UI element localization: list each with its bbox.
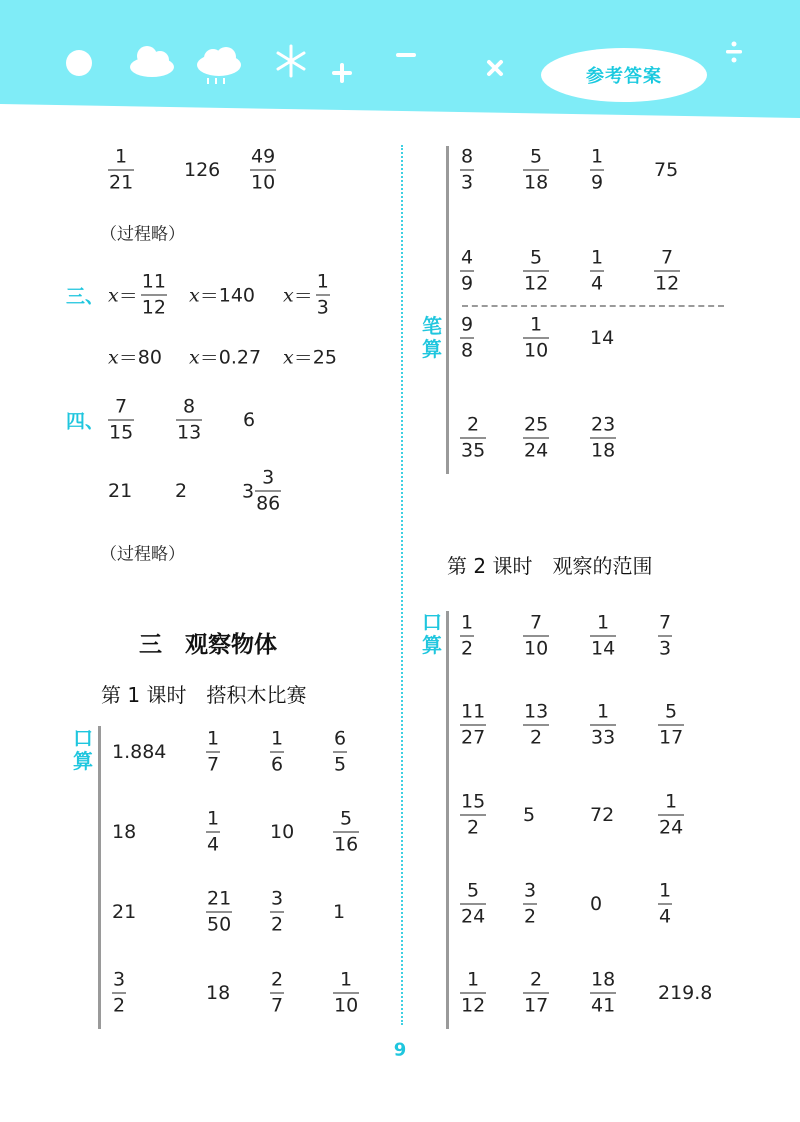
answer-value: 25 (312, 346, 337, 368)
fraction-numerator: 4 (461, 246, 474, 269)
fraction-denominator: 12 (655, 272, 680, 295)
fraction-numerator: 5 (340, 807, 353, 830)
dashed-separator (462, 305, 724, 307)
equals-sign: ＝ (199, 347, 219, 370)
answer-fraction (523, 880, 537, 929)
rain-cloud-icon (197, 47, 241, 84)
answer-value: 14 (590, 327, 615, 349)
answer-fraction (333, 808, 359, 857)
fraction-numerator: 3 (262, 466, 275, 489)
fraction-denominator: 17 (659, 726, 684, 749)
answer-fraction (270, 969, 284, 1018)
answer-value: 6 (243, 409, 256, 431)
fraction-denominator: 9 (461, 272, 474, 295)
fraction-denominator: 15 (109, 421, 134, 444)
mixed-whole: 3 (242, 480, 255, 502)
fraction-bar (523, 904, 537, 905)
answer-value: 18 (206, 982, 231, 1004)
equation-answer (283, 271, 330, 320)
answer-value: 140 (218, 284, 255, 306)
fraction-denominator: 18 (524, 171, 549, 194)
answer-fraction (523, 969, 549, 1018)
fraction-bar (590, 993, 616, 994)
answer-fraction (460, 247, 474, 296)
snowflake-icon (278, 46, 304, 76)
fraction-denominator: 3 (461, 171, 474, 194)
equals-sign: ＝ (293, 347, 313, 370)
fraction-bar (206, 832, 220, 833)
answer-fraction (523, 612, 549, 661)
process-omitted-note: （过程略） (100, 224, 185, 245)
lesson-title: 第 1 课时 搭积木比赛 (101, 683, 307, 707)
fraction-bar (658, 815, 684, 816)
fraction-numerator: 7 (659, 611, 672, 634)
answer-fraction (206, 728, 220, 777)
fraction-denominator: 10 (251, 171, 276, 194)
answer-value: 0 (590, 893, 603, 915)
fraction-denominator: 4 (659, 905, 672, 928)
fraction-numerator: 1 (207, 727, 220, 750)
fraction-denominator: 86 (256, 492, 281, 515)
answer-mixed-number (242, 467, 281, 516)
fraction-bar (460, 815, 486, 816)
answer-value: 72 (590, 804, 615, 826)
fraction-numerator: 1 (530, 313, 543, 336)
fraction-bar (523, 438, 549, 439)
fraction-denominator: 16 (334, 833, 359, 856)
answer-fraction (206, 888, 232, 937)
fraction-numerator: 13 (524, 700, 549, 723)
fraction-denominator: 2 (113, 994, 126, 1017)
section-bar (446, 146, 449, 474)
fraction-denominator: 3 (659, 637, 672, 660)
fraction-denominator: 18 (591, 439, 616, 462)
sun-icon (66, 50, 92, 76)
fraction-numerator: 3 (271, 887, 284, 910)
fraction-numerator: 1 (659, 879, 672, 902)
fraction-bar (460, 271, 474, 272)
fraction-bar (460, 170, 474, 171)
fraction-numerator: 1 (316, 270, 329, 293)
fraction-denominator: 24 (524, 439, 549, 462)
fraction-denominator: 21 (109, 171, 134, 194)
fraction-denominator: 2 (467, 816, 480, 839)
fraction-bar (270, 912, 284, 913)
answer-fraction (590, 701, 616, 750)
fraction-denominator: 10 (524, 339, 549, 362)
answer-value: 18 (112, 821, 137, 843)
fraction-numerator: 23 (591, 413, 616, 436)
fraction-bar (460, 904, 486, 905)
fraction-denominator: 7 (207, 753, 220, 776)
fraction-bar (333, 752, 347, 753)
fraction-denominator: 35 (461, 439, 486, 462)
answer-fraction (460, 414, 486, 463)
fraction-numerator: 5 (530, 145, 543, 168)
fraction-bar (523, 338, 549, 339)
fraction-bar (460, 993, 486, 994)
equals-sign: ＝ (199, 285, 219, 308)
variable: x (108, 346, 119, 368)
fraction-denominator: 6 (271, 753, 284, 776)
fraction-numerator: 5 (530, 246, 543, 269)
equals-sign: ＝ (118, 285, 138, 308)
page-number: 9 (393, 1039, 407, 1061)
fraction-numerator: 1 (665, 790, 678, 813)
answer-value: 1.884 (112, 741, 167, 763)
fraction-numerator: 1 (271, 727, 284, 750)
fraction-denominator: 50 (207, 913, 232, 936)
fraction-denominator: 10 (334, 994, 359, 1017)
fraction-bar (316, 295, 330, 296)
fraction-numerator: 1 (597, 700, 610, 723)
fraction-numerator: 1 (597, 611, 610, 634)
fraction-numerator: 7 (115, 395, 128, 418)
fraction-numerator: 1 (591, 246, 604, 269)
answer-fraction (658, 791, 684, 840)
fraction-numerator: 21 (207, 887, 232, 910)
fraction-numerator: 2 (467, 413, 480, 436)
answer-fraction (523, 247, 549, 296)
equation-answer (283, 344, 337, 371)
variable: x (283, 346, 294, 368)
answer-fraction (270, 728, 284, 777)
answer-value: 0.27 (218, 346, 262, 368)
answer-fraction (460, 880, 486, 929)
section-bar (98, 726, 101, 1029)
fraction-bar (460, 438, 486, 439)
answer-fraction (654, 247, 680, 296)
fraction-numerator: 15 (461, 790, 486, 813)
fraction-denominator: 41 (591, 994, 616, 1017)
fraction-denominator: 9 (591, 171, 604, 194)
fraction-bar (255, 491, 281, 492)
answer-value: 2 (175, 480, 188, 502)
chapter-title: 三 观察物体 (139, 632, 277, 658)
answer-fraction (523, 701, 549, 750)
fraction-bar (108, 420, 134, 421)
variable: x (189, 284, 200, 306)
variable: x (189, 346, 200, 368)
fraction-bar (590, 271, 604, 272)
answer-fraction (176, 396, 202, 445)
answer-fraction (270, 888, 284, 937)
equation-answer (108, 344, 162, 371)
fraction-denominator: 3 (316, 296, 329, 319)
fraction-bar (176, 420, 202, 421)
fraction-numerator: 1 (207, 807, 220, 830)
answer-fraction (333, 969, 359, 1018)
written-calc-label: 笔算 (422, 314, 442, 361)
answer-fraction (141, 271, 167, 320)
answer-fraction (108, 146, 134, 195)
fraction-numerator: 18 (591, 968, 616, 991)
fraction-numerator: 2 (271, 968, 284, 991)
answer-fraction (250, 146, 276, 195)
lesson-title: 第 2 课时 观察的范围 (447, 554, 653, 578)
answer-fraction (590, 612, 616, 661)
fraction-numerator: 8 (461, 145, 474, 168)
fraction-numerator: 25 (524, 413, 549, 436)
answer-fraction (590, 146, 604, 195)
answer-value: 21 (108, 480, 133, 502)
fraction-numerator: 7 (530, 611, 543, 634)
fraction-numerator: 3 (113, 968, 126, 991)
answer-value: 10 (270, 821, 295, 843)
partly-cloudy-icon (130, 46, 174, 77)
fraction-denominator: 2 (271, 913, 284, 936)
answer-value: 126 (184, 159, 221, 181)
equation-answer (189, 282, 255, 309)
divide-icon (726, 42, 742, 63)
fraction-bar (523, 636, 549, 637)
fraction-bar (206, 912, 232, 913)
fraction-numerator: 8 (183, 395, 196, 418)
answer-value: 80 (137, 346, 162, 368)
answer-fraction (590, 969, 616, 1018)
plus-icon (334, 65, 350, 81)
process-omitted-note: （过程略） (100, 544, 185, 565)
section-three-label: 三、 (66, 285, 105, 308)
answer-fraction (523, 146, 549, 195)
fraction-bar (590, 170, 604, 171)
answer-value: 1 (333, 901, 346, 923)
variable: x (283, 284, 294, 306)
fraction-bar (523, 725, 549, 726)
mixed-fraction (255, 467, 281, 516)
fraction-bar (523, 993, 549, 994)
fraction-numerator: 49 (251, 145, 276, 168)
fraction-denominator: 8 (461, 339, 474, 362)
fraction-denominator: 2 (530, 726, 543, 749)
answer-key-badge: 参考答案 (541, 48, 707, 102)
fraction-denominator: 12 (141, 296, 166, 319)
fraction-numerator: 5 (467, 879, 480, 902)
fraction-bar (658, 725, 684, 726)
section-bar (446, 611, 449, 1029)
fraction-bar (460, 636, 474, 637)
fraction-numerator: 1 (461, 611, 474, 634)
answer-fraction (590, 247, 604, 296)
fraction-bar (333, 993, 359, 994)
fraction-numerator: 5 (665, 700, 678, 723)
fraction-bar (206, 752, 220, 753)
fraction-numerator: 11 (461, 700, 486, 723)
fraction-bar (590, 636, 616, 637)
fraction-numerator: 6 (334, 727, 347, 750)
equals-sign: ＝ (293, 285, 313, 308)
fraction-numerator: 7 (661, 246, 674, 269)
answer-fraction (460, 791, 486, 840)
fraction-bar (590, 438, 616, 439)
fraction-denominator: 2 (461, 637, 474, 660)
fraction-denominator: 5 (334, 753, 347, 776)
fraction-bar (250, 170, 276, 171)
multiply-icon (489, 62, 501, 74)
fraction-denominator: 4 (207, 833, 220, 856)
fraction-denominator: 27 (461, 726, 486, 749)
fraction-denominator: 24 (461, 905, 486, 928)
fraction-denominator: 24 (659, 816, 684, 839)
fraction-numerator: 11 (141, 270, 166, 293)
answer-value: 75 (654, 159, 679, 181)
fraction-bar (590, 725, 616, 726)
answer-fraction (460, 146, 474, 195)
fraction-denominator: 10 (524, 637, 549, 660)
fraction-denominator: 7 (271, 994, 284, 1017)
fraction-numerator: 1 (467, 968, 480, 991)
answer-fraction (523, 414, 549, 463)
equals-sign: ＝ (118, 347, 138, 370)
answer-fraction (658, 701, 684, 750)
answer-fraction (460, 612, 474, 661)
fraction-bar (333, 832, 359, 833)
fraction-numerator: 3 (524, 879, 537, 902)
column-divider (401, 145, 403, 1025)
oral-calc-label: 口算 (73, 726, 93, 773)
fraction-numerator: 1 (591, 145, 604, 168)
fraction-denominator: 17 (524, 994, 549, 1017)
answer-fraction (112, 969, 126, 1018)
answer-fraction (590, 414, 616, 463)
fraction-numerator: 9 (461, 313, 474, 336)
fraction-bar (654, 271, 680, 272)
fraction-bar (658, 904, 672, 905)
fraction-bar (460, 338, 474, 339)
section-four-label: 四、 (66, 410, 105, 433)
fraction-denominator: 2 (524, 905, 537, 928)
fraction-bar (658, 636, 672, 637)
fraction-bar (141, 295, 167, 296)
fraction-denominator: 13 (177, 421, 202, 444)
answer-fraction (108, 396, 134, 445)
oral-calc-label: 口算 (422, 610, 442, 657)
fraction-denominator: 33 (591, 726, 616, 749)
fraction-numerator: 1 (115, 145, 128, 168)
answer-fraction (206, 808, 220, 857)
answer-fraction (316, 271, 330, 320)
answer-fraction (460, 701, 486, 750)
fraction-denominator: 4 (591, 272, 604, 295)
fraction-denominator: 14 (591, 637, 616, 660)
answer-fraction (658, 612, 672, 661)
variable: x (108, 284, 119, 306)
equation-answer (108, 271, 167, 320)
answer-fraction (523, 314, 549, 363)
answer-value: 5 (523, 804, 536, 826)
answer-fraction (460, 969, 486, 1018)
answer-fraction (658, 880, 672, 929)
fraction-denominator: 12 (461, 994, 486, 1017)
answer-fraction (460, 314, 474, 363)
fraction-bar (270, 993, 284, 994)
fraction-bar (460, 725, 486, 726)
header-band (0, 0, 800, 125)
fraction-bar (108, 170, 134, 171)
fraction-bar (523, 170, 549, 171)
answer-value: 21 (112, 901, 137, 923)
answer-value: 219.8 (658, 982, 713, 1004)
answer-fraction (333, 728, 347, 777)
fraction-denominator: 12 (524, 272, 549, 295)
fraction-numerator: 1 (340, 968, 353, 991)
fraction-numerator: 2 (530, 968, 543, 991)
fraction-bar (523, 271, 549, 272)
fraction-bar (112, 993, 126, 994)
equation-answer (189, 344, 261, 371)
fraction-bar (270, 752, 284, 753)
